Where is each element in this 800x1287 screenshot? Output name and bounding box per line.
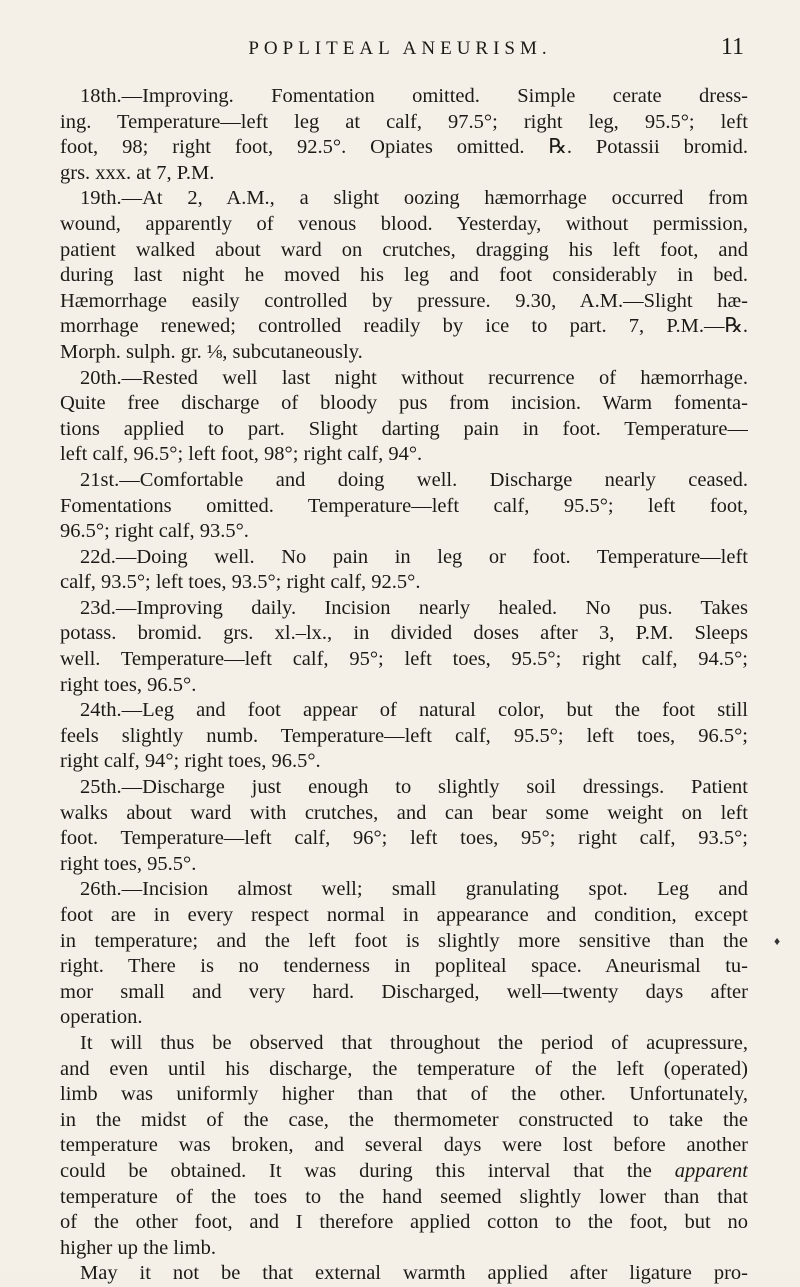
text-line: well. Temperature—left calf, 95°; left toes, 95.5°; right calf, 94.5°;	[60, 648, 748, 671]
text-line: 20th.—Rested well last night without recurrence of hæmorrhage.	[80, 366, 748, 389]
text-line: 96.5°; right calf, 93.5°.	[60, 520, 249, 543]
text-line: operation.	[60, 1006, 143, 1029]
text-line: right toes, 95.5°.	[60, 852, 197, 875]
text-line: patient walked about ward on crutches, dragging his left foot, and	[60, 238, 748, 261]
text-line	[60, 1159, 748, 1185]
text-line: foot are in every respect normal in appearance and condition, except	[60, 904, 748, 926]
text-line: limb was uniformly higher than that of the other. Unfortunately,	[60, 1083, 748, 1106]
text-line: temperature of the toes to the hand seemed slightly lower than that	[60, 1185, 748, 1208]
body-text	[60, 84, 748, 1287]
text-line: left calf, 96.5°; left foot, 98°; right calf, 94°.	[60, 443, 423, 466]
text-line: morrhage renewed; controlled readily by ice to part. 7, P.M.—℞.	[60, 315, 748, 338]
text-line: 23d.—Improving daily. Incision nearly healed. No pus. Takes	[80, 596, 748, 619]
text-line: 26th.—Incision almost well; small granulating spot. Leg and	[80, 878, 748, 901]
text-line: 18th.—Improving. Fomentation omitted. Simple cerate dress-	[80, 85, 748, 107]
text-line: tions applied to part. Slight darting pain in foot. Temperature—	[60, 417, 748, 440]
text-line: wound, apparently of venous blood. Yesterday, without permission,	[60, 212, 748, 235]
text-line: temperature was broken, and several days were lost before another	[60, 1134, 748, 1157]
text-line: 21st.—Comfortable and doing well. Discharge nearly ceased.	[80, 468, 748, 491]
text-line: higher up the limb.	[60, 1236, 217, 1259]
text-line: and even until his discharge, the temperature of the left (operated)	[60, 1057, 748, 1080]
text-line: 22d.—Doing well. No pain in leg or foot. Temperature—left	[80, 545, 748, 568]
text-line: 24th.—Leg and foot appear of natural color, but the foot still	[80, 699, 748, 722]
margin-mark: ♦	[774, 934, 781, 948]
text-line: calf, 93.5°; left toes, 93.5°; right calf, 92.5°.	[60, 571, 421, 594]
text-line: in temperature; and the left foot is slightly more sensitive than the	[60, 929, 748, 952]
text-line: walks about ward with crutches, and can bear some weight on left	[60, 801, 748, 824]
text-line: mor small and very hard. Discharged, well—twenty days after	[60, 980, 748, 1003]
text-line: Hæmorrhage easily controlled by pressure. 9.30, A.M.—Slight hæ-	[60, 289, 748, 312]
text-line: right calf, 94°; right toes, 96.5°.	[60, 750, 321, 773]
text-line: potass. bromid. grs. xl.–lx., in divided doses after 3, P.M. Sleeps	[60, 622, 748, 645]
running-title: POPLITEAL ANEURISM.	[248, 38, 552, 59]
text-line-part: could be obtained. It was during this interval that the	[60, 1159, 652, 1182]
text-line: of the other foot, and I therefore applied cotton to the foot, but no	[60, 1211, 748, 1234]
text-line: Fomentations omitted. Temperature—left calf, 95.5°; left foot,	[60, 494, 748, 517]
text-line: during last night he moved his leg and foot considerably in bed.	[60, 264, 748, 287]
text-line: Morph. sulph. gr. ⅛, subcutaneously.	[60, 340, 363, 363]
page-number: 11	[720, 34, 744, 60]
text-line: 19th.—At 2, A.M., a slight oozing hæmorrhage occurred from	[80, 187, 748, 210]
text-line: foot. Temperature—left calf, 96°; left toes, 95°; right calf, 93.5°;	[60, 827, 748, 850]
text-line: It will thus be observed that throughout the period of acupressure,	[80, 1031, 748, 1054]
text-line: ing. Temperature—left leg at calf, 97.5°; right leg, 95.5°; left	[60, 110, 748, 133]
italic-word: apparent	[674, 1159, 748, 1182]
text-line: in the midst of the case, the thermometer constructed to take the	[60, 1108, 748, 1131]
text-line: right. There is no tenderness in popliteal space. Aneurismal tu-	[60, 955, 748, 978]
text-line: May it not be that external warmth applied after ligature pro-	[80, 1262, 748, 1285]
text-line: foot, 98; right foot, 92.5°. Opiates omitted. ℞. Potassii bromid.	[60, 136, 748, 159]
text-line: feels slightly numb. Temperature—left calf, 95.5°; left toes, 96.5°;	[60, 724, 748, 747]
text-line: grs. xxx. at 7, P.M.	[60, 161, 215, 184]
text-line: 25th.—Discharge just enough to slightly soil dressings. Patient	[80, 776, 748, 799]
text-line: right toes, 96.5°.	[60, 673, 197, 696]
running-head	[0, 34, 800, 64]
text-line: Quite free discharge of bloody pus from incision. Warm fomenta-	[60, 392, 748, 415]
